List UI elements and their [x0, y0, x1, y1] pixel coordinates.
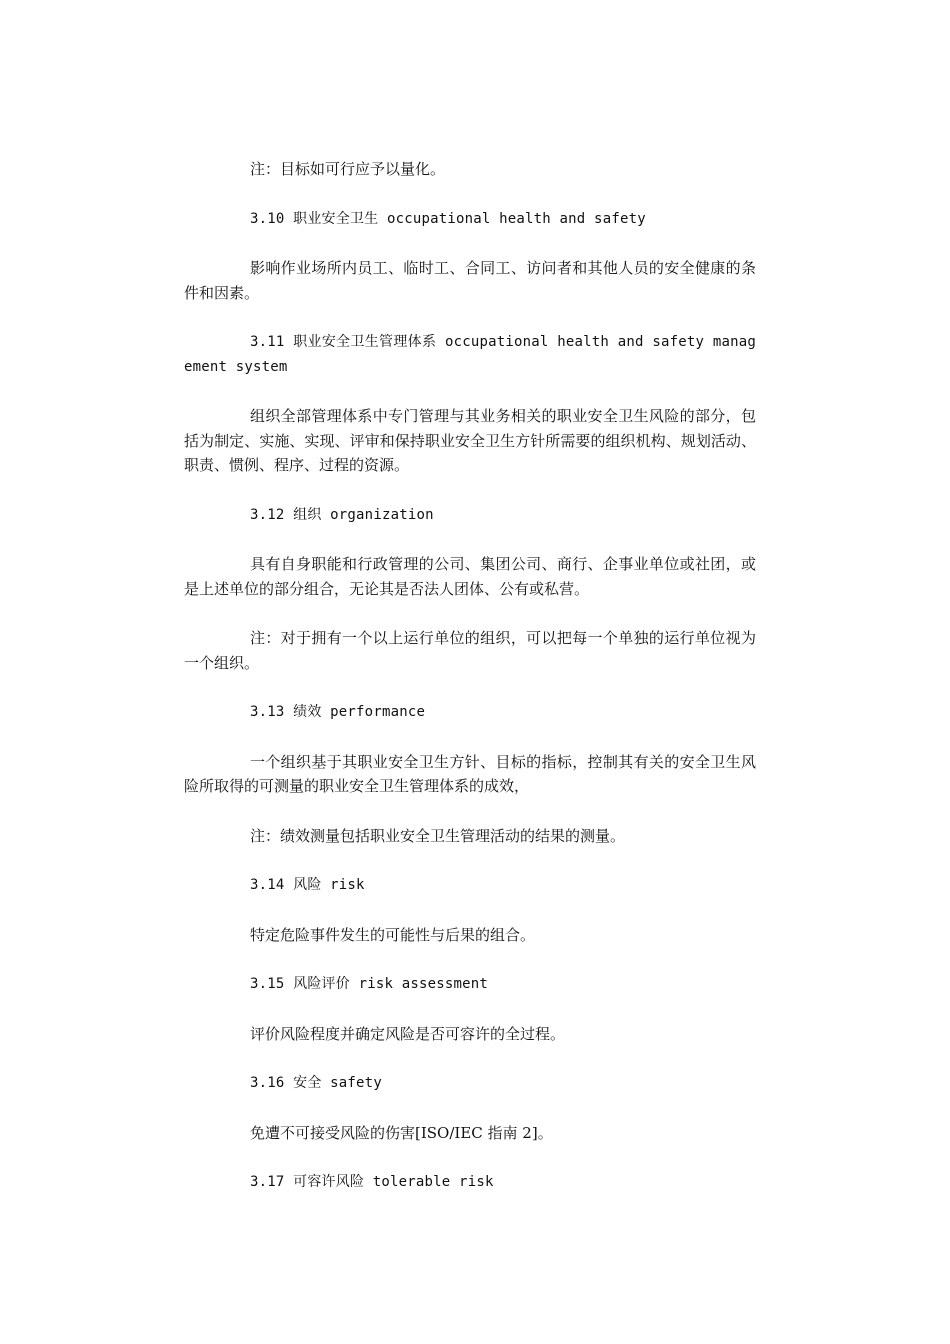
section-heading-3-12: 3.12 组织 organization: [250, 506, 434, 523]
definition-paragraph: 评价风险程度并确定风险是否可容许的全过程。: [250, 1024, 566, 1043]
section-heading-3-11: 3.11 职业安全卫生管理体系 occupational health and safety management system: [184, 334, 756, 375]
section-heading-3-14: 3.14 风险 risk: [250, 877, 365, 893]
section-heading-3-13: 3.13 绩效 performance: [250, 704, 426, 720]
definition-paragraph: 一个组织基于其职业安全卫生方针、目标的指标，控制其有关的安全卫生风险所取得的可测量的职业安全卫生管理体系的成效，: [184, 752, 756, 795]
definition-paragraph: 具有自身职能和行政管理的公司、集团公司、商行、企事业单位或社团，或是上述单位的部分组合，无论其是否法人团体、公有或私营。: [184, 555, 756, 598]
document-body: [184, 157, 756, 1195]
definition-paragraph: 影响作业场所内员工、临时工、合同工、访问者和其他人员的安全健康的条件和因素。: [184, 259, 756, 302]
note-paragraph: 注：对于拥有一个以上运行单位的组织，可以把每一个单独的运行单位视为一个组织。: [184, 629, 756, 672]
section-heading-3-16: 3.16 安全 safety: [250, 1075, 382, 1091]
section-heading-3-17: 3.17 可容许风险 tolerable risk: [250, 1174, 494, 1190]
section-heading-3-10: 3.10 职业安全卫生 occupational health and safety: [250, 210, 646, 227]
definition-paragraph: 免遭不可接受风险的伤害[ISO/IEC 指南 2]。: [250, 1123, 553, 1142]
note-paragraph: 注：目标如可行应予以量化。: [250, 160, 446, 178]
section-heading-3-15: 3.15 风险评价 risk assessment: [250, 976, 489, 992]
definition-paragraph: 特定危险事件发生的可能性与后果的组合。: [250, 925, 536, 944]
definition-paragraph: 组织全部管理体系中专门管理与其业务相关的职业安全卫生风险的部分，包括为制定、实施、实现、评审和保持职业安全卫生方针所需要的组织机构、规划活动、职责、惯例、程序、过程的资源。: [184, 407, 756, 474]
note-paragraph: 注：绩效测量包括职业安全卫生管理活动的结果的测量。: [250, 826, 626, 845]
